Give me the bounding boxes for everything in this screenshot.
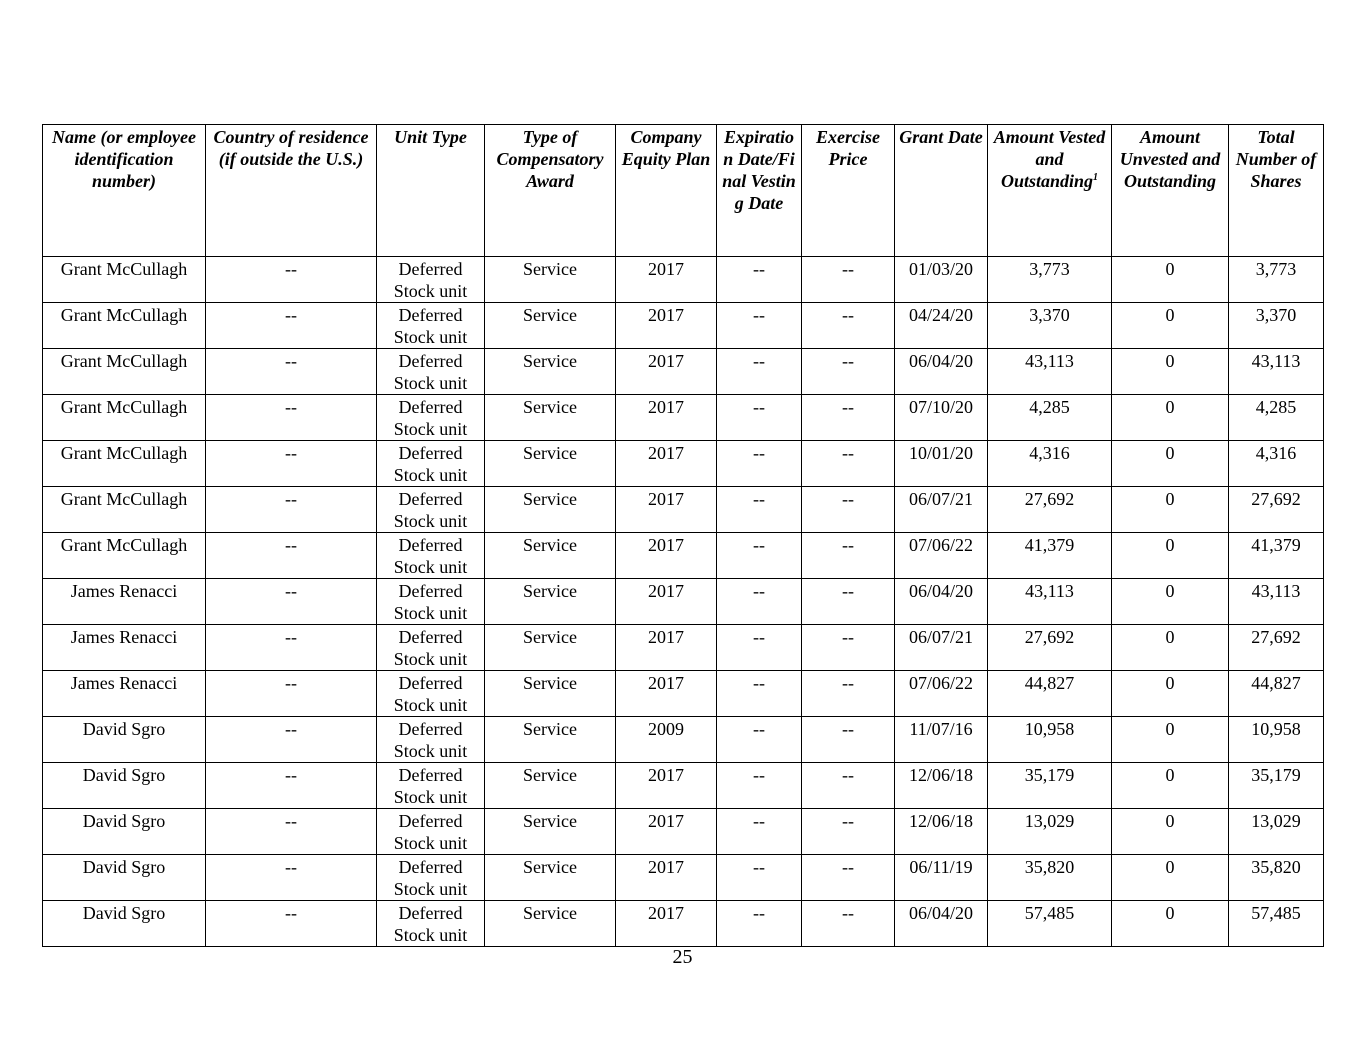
cell-name: Grant McCullagh — [43, 533, 206, 579]
cell-award-type: Service — [485, 257, 616, 303]
cell-amount-unvested: 0 — [1112, 533, 1229, 579]
cell-award-type: Service — [485, 809, 616, 855]
cell-expiration: -- — [717, 763, 802, 809]
cell-exercise-price: -- — [802, 533, 895, 579]
cell-grant-date: 06/04/20 — [895, 579, 988, 625]
cell-amount-vested: 35,820 — [988, 855, 1112, 901]
cell-total-shares: 43,113 — [1229, 349, 1324, 395]
cell-expiration: -- — [717, 855, 802, 901]
cell-unit-type: Deferred Stock unit — [377, 855, 485, 901]
footnote-marker: 1 — [1093, 172, 1099, 183]
cell-amount-unvested: 0 — [1112, 671, 1229, 717]
cell-expiration: -- — [717, 533, 802, 579]
cell-name: James Renacci — [43, 579, 206, 625]
cell-country: -- — [206, 303, 377, 349]
cell-exercise-price: -- — [802, 487, 895, 533]
table-row — [43, 349, 1324, 395]
cell-name: Grant McCullagh — [43, 487, 206, 533]
cell-amount-vested: 43,113 — [988, 349, 1112, 395]
cell-country: -- — [206, 487, 377, 533]
table-row — [43, 763, 1324, 809]
cell-name: David Sgro — [43, 855, 206, 901]
cell-total-shares: 13,029 — [1229, 809, 1324, 855]
header-expiration: Expiration Date/Final Vesting Date — [717, 125, 802, 257]
cell-total-shares: 27,692 — [1229, 625, 1324, 671]
cell-amount-unvested: 0 — [1112, 395, 1229, 441]
cell-equity-plan: 2017 — [616, 487, 717, 533]
cell-expiration: -- — [717, 441, 802, 487]
cell-exercise-price: -- — [802, 809, 895, 855]
cell-equity-plan: 2017 — [616, 533, 717, 579]
cell-equity-plan: 2017 — [616, 625, 717, 671]
cell-total-shares: 43,113 — [1229, 579, 1324, 625]
cell-name: David Sgro — [43, 901, 206, 947]
cell-unit-type: Deferred Stock unit — [377, 809, 485, 855]
cell-total-shares: 3,370 — [1229, 303, 1324, 349]
table-row — [43, 717, 1324, 763]
cell-country: -- — [206, 257, 377, 303]
cell-total-shares: 41,379 — [1229, 533, 1324, 579]
cell-grant-date: 07/10/20 — [895, 395, 988, 441]
header-name: Name (or employee identification number) — [43, 125, 206, 257]
header-total-shares: Total Number of Shares — [1229, 125, 1324, 257]
cell-equity-plan: 2009 — [616, 717, 717, 763]
cell-name: Grant McCullagh — [43, 257, 206, 303]
cell-name: James Renacci — [43, 671, 206, 717]
table-body — [43, 257, 1324, 947]
cell-equity-plan: 2017 — [616, 809, 717, 855]
cell-exercise-price: -- — [802, 395, 895, 441]
cell-amount-vested: 10,958 — [988, 717, 1112, 763]
cell-grant-date: 06/04/20 — [895, 349, 988, 395]
cell-amount-unvested: 0 — [1112, 257, 1229, 303]
cell-expiration: -- — [717, 487, 802, 533]
cell-amount-vested: 3,370 — [988, 303, 1112, 349]
cell-exercise-price: -- — [802, 717, 895, 763]
header-equity-plan: Company Equity Plan — [616, 125, 717, 257]
cell-amount-vested: 13,029 — [988, 809, 1112, 855]
cell-name: James Renacci — [43, 625, 206, 671]
cell-expiration: -- — [717, 349, 802, 395]
cell-grant-date: 06/04/20 — [895, 901, 988, 947]
cell-unit-type: Deferred Stock unit — [377, 579, 485, 625]
cell-grant-date: 12/06/18 — [895, 809, 988, 855]
cell-award-type: Service — [485, 487, 616, 533]
cell-award-type: Service — [485, 717, 616, 763]
cell-country: -- — [206, 625, 377, 671]
cell-exercise-price: -- — [802, 625, 895, 671]
cell-country: -- — [206, 533, 377, 579]
cell-amount-unvested: 0 — [1112, 901, 1229, 947]
header-award-type: Type of Compensatory Award — [485, 125, 616, 257]
cell-equity-plan: 2017 — [616, 763, 717, 809]
cell-grant-date: 12/06/18 — [895, 763, 988, 809]
cell-amount-vested: 4,285 — [988, 395, 1112, 441]
cell-expiration: -- — [717, 625, 802, 671]
cell-expiration: -- — [717, 809, 802, 855]
cell-country: -- — [206, 763, 377, 809]
cell-expiration: -- — [717, 395, 802, 441]
cell-unit-type: Deferred Stock unit — [377, 257, 485, 303]
cell-expiration: -- — [717, 671, 802, 717]
cell-grant-date: 01/03/20 — [895, 257, 988, 303]
cell-name: Grant McCullagh — [43, 303, 206, 349]
cell-exercise-price: -- — [802, 579, 895, 625]
cell-country: -- — [206, 855, 377, 901]
cell-amount-unvested: 0 — [1112, 579, 1229, 625]
cell-award-type: Service — [485, 855, 616, 901]
table-row — [43, 625, 1324, 671]
table-row — [43, 441, 1324, 487]
table-row — [43, 533, 1324, 579]
cell-amount-unvested: 0 — [1112, 441, 1229, 487]
table-row — [43, 395, 1324, 441]
cell-total-shares: 27,692 — [1229, 487, 1324, 533]
cell-equity-plan: 2017 — [616, 441, 717, 487]
cell-total-shares: 35,820 — [1229, 855, 1324, 901]
table-header-row — [43, 125, 1324, 257]
table-row — [43, 809, 1324, 855]
cell-unit-type: Deferred Stock unit — [377, 625, 485, 671]
cell-name: David Sgro — [43, 717, 206, 763]
cell-expiration: -- — [717, 901, 802, 947]
cell-amount-vested: 35,179 — [988, 763, 1112, 809]
cell-amount-unvested: 0 — [1112, 855, 1229, 901]
cell-amount-unvested: 0 — [1112, 717, 1229, 763]
cell-amount-vested: 44,827 — [988, 671, 1112, 717]
cell-unit-type: Deferred Stock unit — [377, 303, 485, 349]
cell-equity-plan: 2017 — [616, 671, 717, 717]
cell-award-type: Service — [485, 441, 616, 487]
cell-award-type: Service — [485, 349, 616, 395]
cell-country: -- — [206, 809, 377, 855]
cell-amount-vested: 27,692 — [988, 625, 1112, 671]
page-number: 25 — [672, 946, 693, 968]
header-country: Country of residence (if outside the U.S.) — [206, 125, 377, 257]
cell-unit-type: Deferred Stock unit — [377, 441, 485, 487]
cell-expiration: -- — [717, 303, 802, 349]
cell-amount-vested: 41,379 — [988, 533, 1112, 579]
cell-country: -- — [206, 349, 377, 395]
cell-exercise-price: -- — [802, 901, 895, 947]
cell-grant-date: 10/01/20 — [895, 441, 988, 487]
cell-equity-plan: 2017 — [616, 303, 717, 349]
cell-amount-unvested: 0 — [1112, 763, 1229, 809]
cell-amount-unvested: 0 — [1112, 303, 1229, 349]
cell-amount-vested: 4,316 — [988, 441, 1112, 487]
cell-amount-unvested: 0 — [1112, 349, 1229, 395]
cell-expiration: -- — [717, 579, 802, 625]
cell-amount-unvested: 0 — [1112, 487, 1229, 533]
cell-unit-type: Deferred Stock unit — [377, 395, 485, 441]
cell-amount-unvested: 0 — [1112, 809, 1229, 855]
cell-unit-type: Deferred Stock unit — [377, 763, 485, 809]
cell-amount-vested: 3,773 — [988, 257, 1112, 303]
cell-total-shares: 4,285 — [1229, 395, 1324, 441]
cell-amount-vested: 43,113 — [988, 579, 1112, 625]
table-row — [43, 671, 1324, 717]
cell-unit-type: Deferred Stock unit — [377, 349, 485, 395]
cell-name: Grant McCullagh — [43, 395, 206, 441]
cell-equity-plan: 2017 — [616, 349, 717, 395]
cell-exercise-price: -- — [802, 763, 895, 809]
cell-unit-type: Deferred Stock unit — [377, 671, 485, 717]
cell-award-type: Service — [485, 671, 616, 717]
cell-grant-date: 06/07/21 — [895, 625, 988, 671]
table-row — [43, 855, 1324, 901]
header-amount-vested: Amount Vested and Outstanding$^1$ — [988, 125, 1112, 257]
cell-award-type: Service — [485, 303, 616, 349]
cell-total-shares: 44,827 — [1229, 671, 1324, 717]
cell-amount-vested: 27,692 — [988, 487, 1112, 533]
cell-expiration: -- — [717, 717, 802, 763]
header-exercise-price: Exercise Price — [802, 125, 895, 257]
cell-grant-date: 07/06/22 — [895, 533, 988, 579]
cell-exercise-price: -- — [802, 303, 895, 349]
cell-expiration: -- — [717, 257, 802, 303]
cell-award-type: Service — [485, 395, 616, 441]
cell-unit-type: Deferred Stock unit — [377, 717, 485, 763]
cell-exercise-price: -- — [802, 855, 895, 901]
cell-grant-date: 04/24/20 — [895, 303, 988, 349]
cell-exercise-price: -- — [802, 441, 895, 487]
cell-grant-date: 06/11/19 — [895, 855, 988, 901]
cell-country: -- — [206, 717, 377, 763]
cell-award-type: Service — [485, 533, 616, 579]
cell-equity-plan: 2017 — [616, 855, 717, 901]
cell-exercise-price: -- — [802, 349, 895, 395]
cell-award-type: Service — [485, 901, 616, 947]
equity-awards-table — [42, 124, 1324, 947]
cell-total-shares: 57,485 — [1229, 901, 1324, 947]
cell-award-type: Service — [485, 625, 616, 671]
cell-total-shares: 3,773 — [1229, 257, 1324, 303]
header-grant-date: Grant Date — [895, 125, 988, 257]
cell-name: Grant McCullagh — [43, 349, 206, 395]
cell-amount-unvested: 0 — [1112, 625, 1229, 671]
cell-unit-type: Deferred Stock unit — [377, 533, 485, 579]
cell-amount-vested: 57,485 — [988, 901, 1112, 947]
cell-award-type: Service — [485, 579, 616, 625]
cell-name: Grant McCullagh — [43, 441, 206, 487]
cell-equity-plan: 2017 — [616, 257, 717, 303]
header-amount-unvested: Amount Unvested and Outstanding — [1112, 125, 1229, 257]
cell-name: David Sgro — [43, 763, 206, 809]
cell-country: -- — [206, 671, 377, 717]
cell-total-shares: 4,316 — [1229, 441, 1324, 487]
header-unit-type: Unit Type — [377, 125, 485, 257]
table-row — [43, 901, 1324, 947]
cell-award-type: Service — [485, 763, 616, 809]
cell-exercise-price: -- — [802, 257, 895, 303]
cell-exercise-price: -- — [802, 671, 895, 717]
cell-unit-type: Deferred Stock unit — [377, 901, 485, 947]
cell-total-shares: 10,958 — [1229, 717, 1324, 763]
cell-country: -- — [206, 579, 377, 625]
cell-total-shares: 35,179 — [1229, 763, 1324, 809]
table-row — [43, 579, 1324, 625]
cell-name: David Sgro — [43, 809, 206, 855]
cell-equity-plan: 2017 — [616, 579, 717, 625]
table-row — [43, 487, 1324, 533]
cell-country: -- — [206, 395, 377, 441]
cell-country: -- — [206, 441, 377, 487]
table-row — [43, 303, 1324, 349]
cell-grant-date: 07/06/22 — [895, 671, 988, 717]
cell-grant-date: 06/07/21 — [895, 487, 988, 533]
cell-unit-type: Deferred Stock unit — [377, 487, 485, 533]
cell-grant-date: 11/07/16 — [895, 717, 988, 763]
cell-country: -- — [206, 901, 377, 947]
cell-equity-plan: 2017 — [616, 395, 717, 441]
table-row — [43, 257, 1324, 303]
cell-equity-plan: 2017 — [616, 901, 717, 947]
